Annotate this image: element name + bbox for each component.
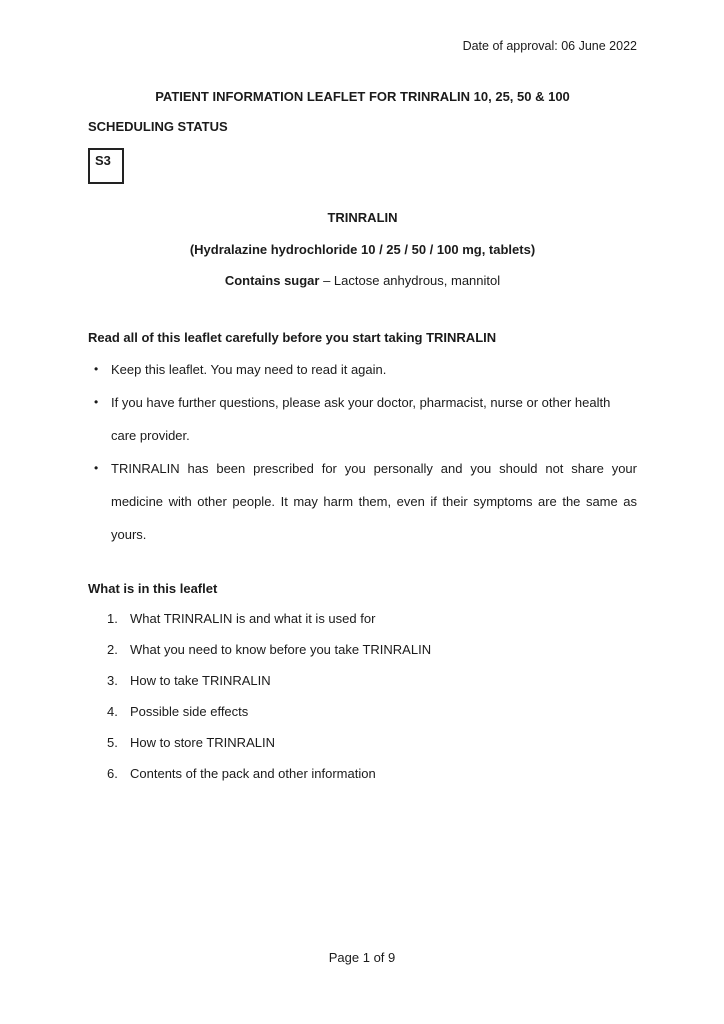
toc-item bbox=[88, 634, 637, 665]
sugar-statement-bold: Contains sugar bbox=[224, 273, 320, 288]
toc-item-text: What you need to know before you take TRINRALIN bbox=[130, 641, 432, 657]
toc-item bbox=[88, 727, 637, 758]
toc-item-text: Possible side effects bbox=[130, 703, 249, 719]
toc-item bbox=[88, 696, 637, 727]
sugar-statement-rest: – Lactose anhydrous, mannitol bbox=[319, 273, 501, 288]
toc-item-text: What TRINRALIN is and what it is used for bbox=[130, 610, 376, 626]
toc-heading: What is in this leaflet bbox=[88, 580, 218, 596]
toc-item-number: 5. bbox=[107, 734, 118, 750]
toc-item-number: 6. bbox=[107, 765, 118, 781]
bullet-text: Keep this leaflet. You may need to read it again. bbox=[111, 361, 387, 377]
toc-list bbox=[88, 603, 637, 789]
bullet-item bbox=[88, 386, 637, 452]
toc-item bbox=[88, 665, 637, 696]
bullet-text: TRINRALIN has been prescribed for you personally and you should not share your medicine with other people. It may harm them, even if their symptoms are the same as yours. bbox=[111, 460, 637, 542]
bullet-icon: • bbox=[94, 460, 99, 475]
bullet-icon: • bbox=[94, 394, 99, 409]
toc-item-text: Contents of the pack and other information bbox=[130, 765, 376, 781]
bullet-icon: • bbox=[94, 361, 99, 376]
toc-item-number: 2. bbox=[107, 641, 118, 657]
bullet-item bbox=[88, 353, 637, 386]
product-description: (Hydralazine hydrochloride 10 / 25 / 50 / 100 mg, tablets) bbox=[189, 241, 536, 257]
bullet-text: If you have further questions, please ask your doctor, pharmacist, nurse or other health care provider. bbox=[111, 394, 611, 443]
toc-item-text: How to take TRINRALIN bbox=[130, 672, 271, 688]
toc-item-text: How to store TRINRALIN bbox=[130, 734, 275, 750]
product-block bbox=[88, 202, 637, 297]
product-name: TRINRALIN bbox=[327, 210, 398, 225]
toc-item-number: 1. bbox=[107, 610, 118, 626]
toc-item bbox=[88, 758, 637, 789]
schedule-code-box bbox=[88, 148, 124, 184]
schedule-code: S3 bbox=[95, 153, 111, 168]
toc-item bbox=[88, 603, 637, 634]
toc-item-number: 3. bbox=[107, 672, 118, 688]
toc-item-number: 4. bbox=[107, 703, 118, 719]
advice-bullet-list bbox=[88, 353, 637, 551]
sugar-statement bbox=[88, 265, 637, 297]
page-number: Page 1 of 9 bbox=[328, 950, 396, 965]
bullet-item bbox=[88, 452, 637, 551]
approval-date: Date of approval: 06 June 2022 bbox=[462, 39, 637, 53]
read-leaflet-heading: Read all of this leaflet carefully before you start taking TRINRALIN bbox=[88, 329, 497, 345]
page-title: PATIENT INFORMATION LEAFLET FOR TRINRALIN 10, 25, 50 & 100 bbox=[155, 89, 570, 104]
scheduling-status-heading: SCHEDULING STATUS bbox=[88, 119, 228, 134]
